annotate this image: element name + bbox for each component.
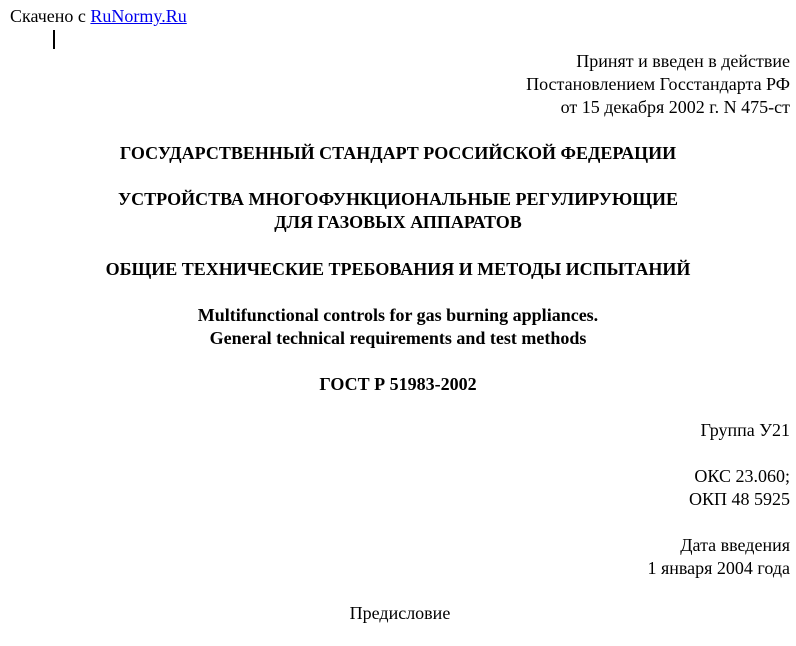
title-line-1: УСТРОЙСТВА МНОГОФУНКЦИОНАЛЬНЫЕ РЕГУЛИРУЮЩИЕ: [117, 189, 679, 209]
classifier-codes: [689, 465, 790, 511]
title-line-2: ДЛЯ ГАЗОВЫХ АППАРАТОВ: [274, 212, 522, 232]
adoption-line-1: Принят и введен в действие: [576, 51, 790, 71]
document-subtitle: ОБЩИЕ ТЕХНИЧЕСКИЕ ТРЕБОВАНИЯ И МЕТОДЫ ИСПЫТАНИЙ: [105, 259, 691, 279]
preface-heading: Предисловие: [349, 603, 451, 623]
text-cursor: [53, 30, 55, 49]
english-title-line-1: Multifunctional controls for gas burning appliances.: [197, 305, 599, 325]
oks-code: ОКС 23.060;: [694, 466, 790, 486]
introduction-value: 1 января 2004 года: [647, 558, 790, 578]
okp-code: ОКП 48 5925: [688, 489, 790, 509]
introduction-label: Дата введения: [680, 535, 790, 555]
english-title-line-2: General technical requirements and test methods: [209, 328, 587, 348]
group-code: Группа У21: [700, 420, 790, 440]
gost-number: ГОСТ Р 51983-2002: [319, 374, 477, 394]
adoption-note: [526, 50, 790, 119]
source-link[interactable]: RuNormy.Ru: [90, 6, 187, 26]
adoption-line-2: Постановлением Госстандарта РФ: [526, 74, 790, 94]
source-line: [10, 5, 187, 28]
standard-heading: ГОСУДАРСТВЕННЫЙ СТАНДАРТ РОССИЙСКОЙ ФЕДЕРАЦИИ: [119, 143, 677, 163]
source-prefix: Скачено с: [10, 6, 91, 26]
adoption-line-3: от 15 декабря 2002 г. N 475-ст: [560, 97, 790, 117]
english-title: [0, 304, 796, 350]
document-title: [0, 188, 796, 234]
introduction-date: [647, 534, 790, 580]
